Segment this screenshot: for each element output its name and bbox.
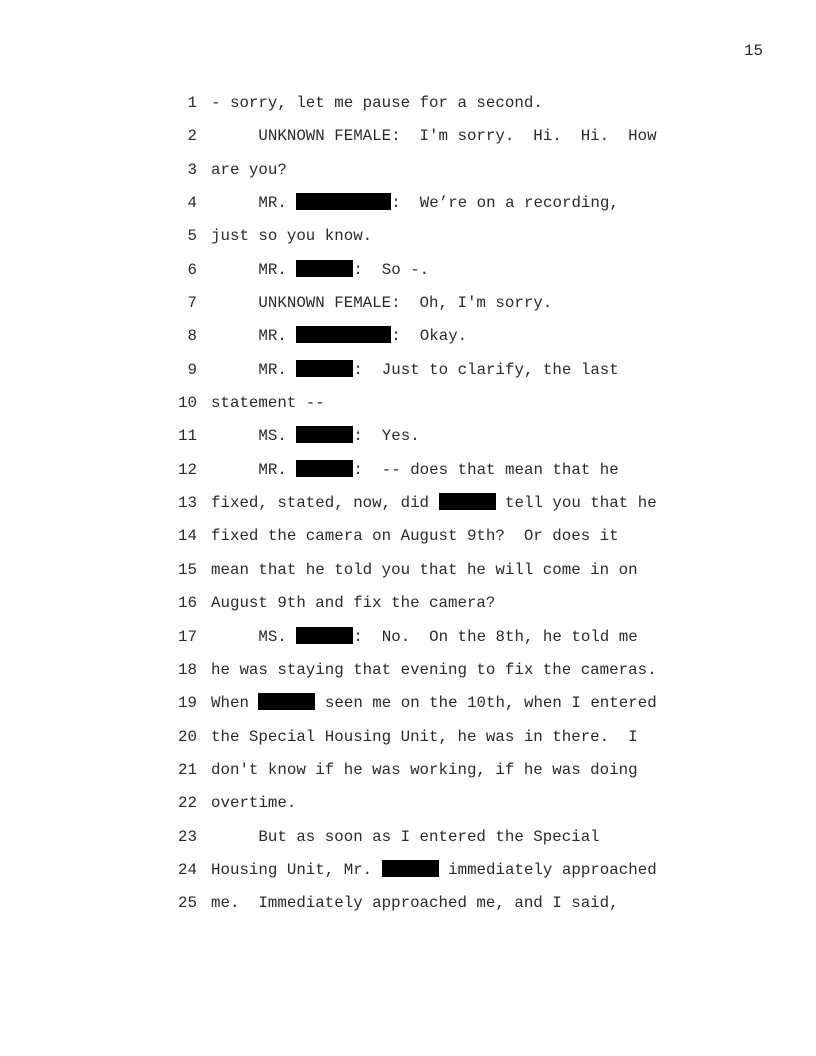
redaction-block: [439, 493, 496, 510]
line-segment: : Just to clarify, the last: [353, 360, 619, 379]
line-number: 23: [178, 827, 197, 846]
redaction-block: [296, 193, 391, 210]
line-segment: But as soon as I entered the Special: [211, 827, 600, 846]
transcript-line: [0, 756, 816, 789]
line-text: [211, 356, 619, 385]
line-text: [211, 189, 619, 218]
transcript-line: [0, 289, 816, 322]
line-segment: don't know if he was working, if he was doing: [211, 760, 638, 779]
line-segment: UNKNOWN FEMALE: I'm sorry. Hi. Hi. How: [211, 127, 657, 146]
line-segment: just so you know.: [211, 227, 373, 246]
line-number: 24: [178, 860, 197, 879]
transcript-line: [0, 422, 816, 455]
transcript-line: [0, 823, 816, 856]
redaction-block: [296, 360, 353, 377]
line-text: [211, 389, 325, 418]
line-number: 21: [178, 760, 197, 779]
redaction-block: [382, 860, 439, 877]
line-number: 20: [178, 727, 197, 746]
line-number: 11: [178, 427, 197, 446]
line-text: [211, 156, 287, 185]
line-segment: Housing Unit, Mr.: [211, 860, 382, 879]
redaction-block: [296, 460, 353, 477]
line-number: 5: [187, 227, 197, 246]
line-number: 4: [187, 194, 197, 213]
line-number: 8: [187, 327, 197, 346]
line-segment: MR.: [211, 360, 297, 379]
line-number: 6: [187, 260, 197, 279]
transcript-line: [0, 789, 816, 822]
line-number: 2: [187, 127, 197, 146]
line-segment: he was staying that evening to fix the cameras.: [211, 660, 657, 679]
line-segment: me. Immediately approached me, and I said,: [211, 894, 619, 913]
line-segment: August 9th and fix the camera?: [211, 594, 496, 613]
line-text: [211, 623, 638, 652]
transcript-line: [0, 556, 816, 589]
redaction-block: [296, 627, 353, 644]
transcript-line: [0, 222, 816, 255]
line-text: [211, 222, 372, 251]
line-segment: tell you that he: [495, 494, 657, 513]
line-segment: : We’re on a recording,: [391, 194, 619, 213]
line-text: [211, 489, 657, 518]
line-segment: : No. On the 8th, he told me: [353, 627, 638, 646]
transcript-line: [0, 489, 816, 522]
transcript-line: [0, 456, 816, 489]
transcript-line: [0, 189, 816, 222]
transcript-line: [0, 156, 816, 189]
line-segment: : -- does that mean that he: [353, 460, 619, 479]
line-number: 22: [178, 794, 197, 813]
line-number: 25: [178, 894, 197, 913]
line-text: [211, 289, 552, 318]
line-segment: fixed the camera on August 9th? Or does it: [211, 527, 619, 546]
line-number: 10: [178, 394, 197, 413]
line-text: [211, 122, 657, 151]
line-text: [211, 789, 296, 818]
line-segment: fixed, stated, now, did: [211, 494, 439, 513]
transcript-line: [0, 689, 816, 722]
line-number: 12: [178, 460, 197, 479]
transcript-line: [0, 256, 816, 289]
transcript-line: [0, 89, 816, 122]
line-segment: overtime.: [211, 794, 297, 813]
line-segment: statement --: [211, 394, 325, 413]
line-segment: : Okay.: [391, 327, 468, 346]
line-segment: When: [211, 694, 259, 713]
transcript-line: [0, 623, 816, 656]
line-segment: : So -.: [353, 260, 430, 279]
line-segment: seen me on the 10th, when I entered: [315, 694, 657, 713]
transcript-line: [0, 389, 816, 422]
line-text: [211, 556, 638, 585]
line-segment: MR.: [211, 460, 297, 479]
line-text: [211, 422, 420, 451]
line-text: [211, 456, 619, 485]
line-segment: MR.: [211, 194, 297, 213]
line-text: [211, 889, 619, 918]
line-segment: MR.: [211, 260, 297, 279]
line-segment: the Special Housing Unit, he was in there. I: [211, 727, 638, 746]
redaction-block: [258, 693, 315, 710]
line-text: [211, 823, 600, 852]
line-number: 13: [178, 494, 197, 513]
redaction-block: [296, 260, 353, 277]
line-text: [211, 589, 495, 618]
line-segment: mean that he told you that he will come in on: [211, 560, 638, 579]
line-text: [211, 522, 619, 551]
transcript-line: [0, 656, 816, 689]
line-number: 15: [178, 560, 197, 579]
line-number: 16: [178, 594, 197, 613]
redaction-block: [296, 326, 391, 343]
redaction-block: [296, 426, 353, 443]
line-text: [211, 89, 543, 118]
line-number: 18: [178, 660, 197, 679]
transcript-line: [0, 356, 816, 389]
line-number: 3: [187, 160, 197, 179]
transcript-line: [0, 522, 816, 555]
line-text: [211, 756, 638, 785]
line-segment: immediately approached: [438, 860, 657, 879]
line-segment: : Yes.: [353, 427, 420, 446]
line-number: 14: [178, 527, 197, 546]
line-segment: are you?: [211, 160, 287, 179]
transcript-line: [0, 122, 816, 155]
line-text: [211, 723, 638, 752]
line-number: 9: [187, 360, 197, 379]
transcript-line: [0, 589, 816, 622]
transcript-line: [0, 723, 816, 756]
transcript-line: [0, 856, 816, 889]
line-segment: UNKNOWN FEMALE: Oh, I'm sorry.: [211, 294, 553, 313]
line-segment: - sorry, let me pause for a second.: [211, 94, 543, 112]
line-text: [211, 256, 429, 285]
transcript-line: [0, 322, 816, 355]
line-text: [211, 656, 657, 685]
line-text: [211, 856, 657, 885]
line-segment: MS.: [211, 627, 297, 646]
line-number: 19: [178, 694, 197, 713]
transcript-body: [0, 89, 816, 923]
line-text: [211, 689, 657, 718]
line-text: [211, 322, 467, 351]
transcript-line: [0, 889, 816, 922]
line-number: 7: [187, 294, 197, 313]
line-segment: MR.: [211, 327, 297, 346]
line-number: 1: [187, 94, 197, 112]
line-segment: MS.: [211, 427, 297, 446]
line-number: 17: [178, 627, 197, 646]
page-number: 15: [744, 42, 763, 60]
